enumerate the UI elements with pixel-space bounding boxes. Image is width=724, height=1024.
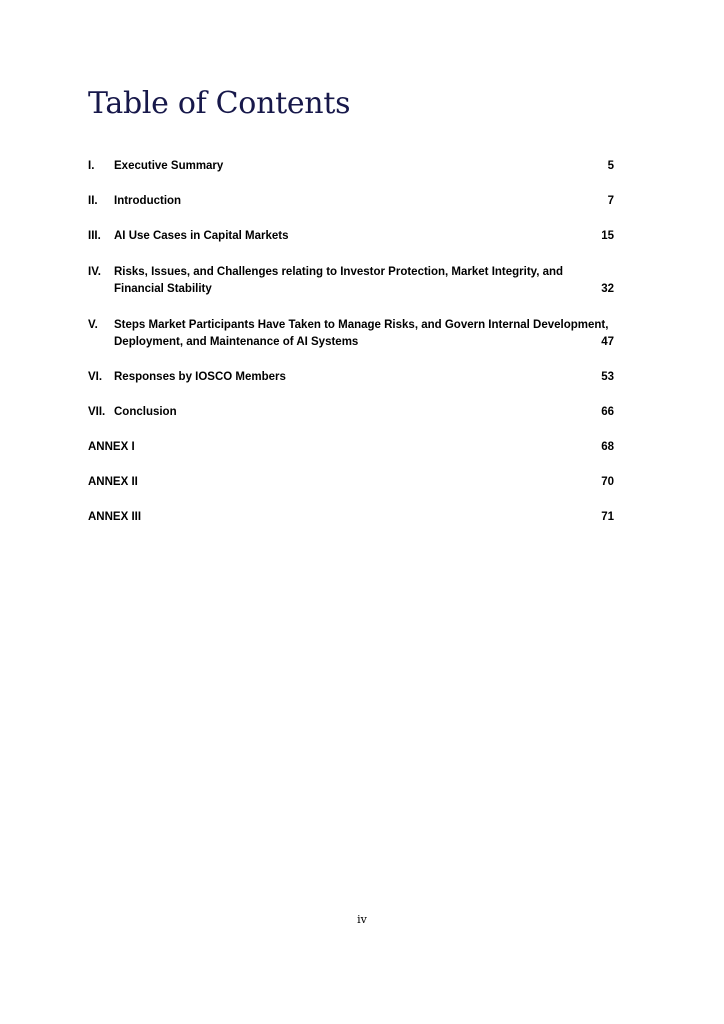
toc-entry-title: Executive Summary: [114, 160, 224, 172]
toc-entry-risks-issues-challenges[interactable]: [88, 264, 616, 298]
toc-entry-introduction[interactable]: [88, 193, 616, 210]
toc-entry-conclusion[interactable]: [88, 404, 616, 421]
toc-entry-page: 53: [601, 371, 614, 383]
page-title: Table of Contents: [88, 86, 351, 121]
toc-entry-number: VI.: [88, 371, 103, 383]
toc-entry-annex-iii[interactable]: [88, 509, 616, 526]
toc-entry-title: ANNEX I: [88, 441, 135, 453]
toc-entry-annex-i[interactable]: [88, 439, 616, 456]
toc-entry-page: 71: [601, 511, 614, 523]
toc-entry-title: ANNEX II: [88, 476, 138, 488]
toc-entry-page: 47: [601, 336, 614, 348]
toc-entry-annex-ii[interactable]: [88, 474, 616, 491]
toc-entry-title: Risks, Issues, and Challenges relating to Investor Protection, Market Integrity, and Financial Stability: [114, 266, 564, 295]
toc-entry-page: 5: [607, 160, 614, 172]
toc-entry-page: 15: [601, 230, 614, 242]
toc-entry-title: AI Use Cases in Capital Markets: [114, 230, 289, 242]
page-number: iv: [357, 913, 367, 926]
toc-entry-page: 32: [601, 283, 614, 295]
toc-entry-title: ANNEX III: [88, 511, 142, 523]
toc-entry-number: I.: [88, 160, 95, 172]
toc-entry-title: Introduction: [114, 195, 182, 207]
toc-entry-title: Responses by IOSCO Members: [114, 371, 286, 383]
toc-entry-page: 66: [601, 406, 614, 418]
toc-entry-title: Conclusion: [114, 406, 177, 418]
toc-entry-responses-iosco[interactable]: [88, 369, 616, 386]
toc-entry-executive-summary[interactable]: [88, 158, 616, 175]
toc-entry-number: V.: [88, 319, 98, 331]
toc-entry-title: Steps Market Participants Have Taken to Manage Risks, and Govern Internal Development, Deployment, and Maintenance of AI Systems: [114, 319, 609, 348]
toc-entry-number: II.: [88, 195, 98, 207]
toc-entry-steps-market-participants[interactable]: [88, 317, 616, 351]
toc-entry-ai-use-cases[interactable]: [88, 228, 616, 245]
toc-entry-number: VII.: [88, 406, 106, 418]
toc-entry-page: 68: [601, 441, 614, 453]
toc-entry-number: III.: [88, 230, 101, 242]
toc-entry-number: IV.: [88, 266, 102, 278]
toc-entry-page: 70: [601, 476, 614, 488]
toc-entry-page: 7: [607, 195, 614, 207]
